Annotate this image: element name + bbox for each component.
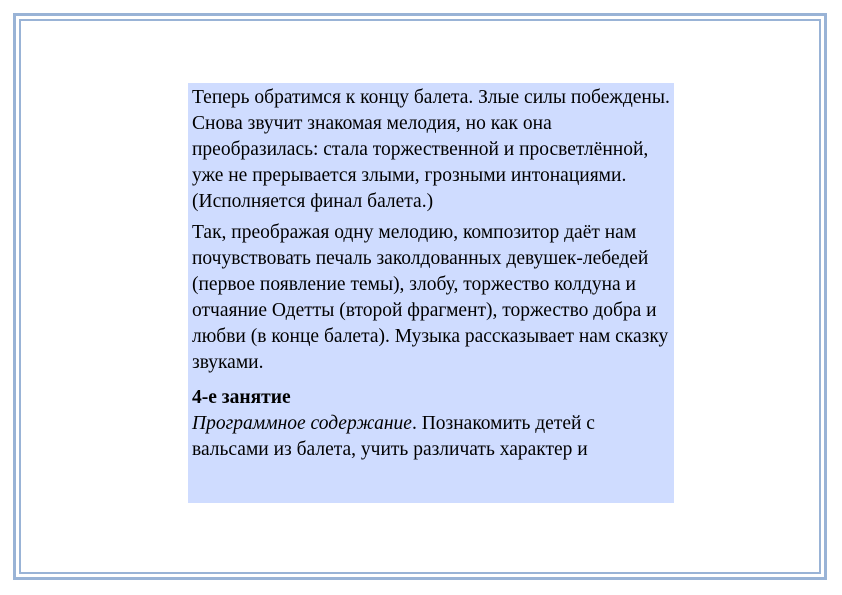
paragraph-melody-transformation: Так, преображая одну мелодию, композитор даёт нам почувствовать печаль заколдованных девушек-лебедей (первое появление темы), злобу, торжество колдуна и отчаяние Одетты (второй фрагмент), торжество добра и любви (в конце балета). Музыка рассказывает нам сказку звуками. <box>192 222 669 373</box>
text-box <box>188 83 674 503</box>
program-text: . Познакомить детей с вальсами из балета, учить различать характер и <box>192 413 595 460</box>
program-label: Программное содержание <box>192 413 412 434</box>
lesson-heading: 4-е занятие <box>192 387 291 408</box>
paragraph-ballet-ending: Теперь обратимся к концу балета. Злые силы побеждены. Снова звучит знакомая мелодия, но как она преобразилась: стала торжественной и просветлённой, уже не прерывается злыми, грозными интонациями. (Исполняется финал балета.) <box>192 87 670 212</box>
program-paragraph <box>192 411 670 463</box>
